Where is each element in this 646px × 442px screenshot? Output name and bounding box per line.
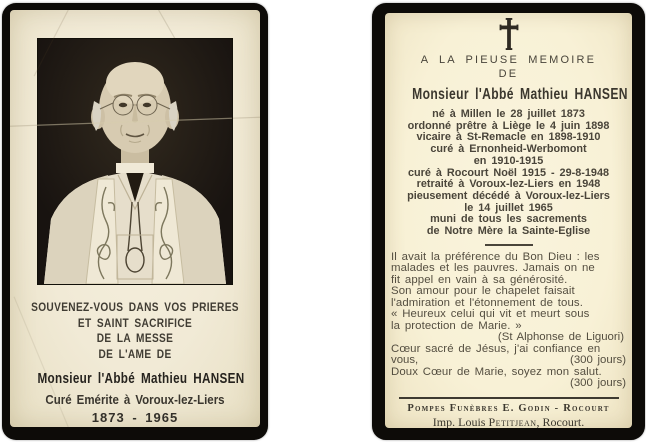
invocation-line: Cœur sacré de Jésus, j'ai confiance en (391, 342, 601, 355)
biography-line: ordonné prêtre à Liège le 4 juin 1898 (407, 119, 610, 132)
memorial-heading: A LA PIEUSE MEMOIRE (420, 54, 597, 66)
printer-prefix: Imp. Louis (432, 414, 489, 428)
printer-suffix: , Rocourt. (536, 414, 585, 428)
latin-cross-icon (385, 18, 632, 50)
back-card-paper (385, 13, 632, 428)
memorial-heading-de: DE (498, 68, 519, 80)
prayer-line: SOUVENEZ-VOUS DANS VOS PRIERES (31, 302, 239, 314)
eulogy-line: fit appel en vain à sa générosité. (391, 273, 568, 286)
prayer-line: ET SAINT SACRIFICE (77, 317, 193, 330)
quote-attribution: (St Alphonse de Liguori) (497, 331, 624, 344)
indulgence-note: (300 jours) (570, 377, 626, 390)
biography-line: pieusement décédé à Voroux-lez-Liers (407, 189, 610, 202)
front-card-paper (10, 10, 260, 427)
biography-line: muni de tous les sacrements (430, 213, 587, 226)
biography-line: en 1910-1915 (473, 154, 544, 167)
invocations-block (385, 344, 632, 390)
eulogy-block (385, 252, 632, 333)
biography-block (385, 109, 632, 238)
biography-line: retraité à Voroux-lez-Liers en 1948 (416, 178, 601, 191)
eulogy-line: « Heureux celui qui vit et meurt sous (391, 308, 590, 321)
portrait-photo (38, 39, 232, 284)
prayer-line: DE LA MESSE (96, 333, 174, 345)
printer-credit (385, 415, 632, 428)
eulogy-line: Son amour pour le chapelet faisait (391, 285, 575, 298)
eulogy-line: malades et les pauvres. Jamais on ne (391, 262, 595, 275)
prayer-line: DE L'AME DE (98, 348, 172, 361)
biography-line: vicaire à St-Remacle en 1898-1910 (416, 131, 601, 144)
life-years: 1873 - 1965 (91, 410, 179, 425)
deceased-name: Monsieur l'Abbé Mathieu HANSEN (37, 370, 245, 387)
printer-name: Petitjean (488, 414, 537, 428)
indulgence-note: (300 jours) (570, 354, 626, 367)
priest-portrait-illustration (38, 39, 232, 284)
biography-line: curé à Ernonheid-Werbomont (430, 143, 587, 156)
invocation-line-continuation: vous, (391, 354, 419, 367)
footer-divider (399, 397, 619, 399)
biography-line: curé à Rocourt Noël 1915 - 29-8-1948 (407, 166, 610, 179)
eulogy-line: Il avait la préférence du Bon Dieu : les (391, 250, 600, 263)
biography-line: de Notre Mère la Sainte-Eglise (426, 225, 591, 238)
prayer-request (10, 301, 260, 363)
invocation-line: Doux Cœur de Marie, soyez mon salut. (391, 365, 602, 378)
section-divider (485, 244, 533, 246)
eulogy-line: la protection de Marie. » (391, 319, 522, 332)
memorial-card-back (372, 3, 645, 440)
memorial-card-front (2, 3, 268, 440)
eulogy-line: l'admiration et l'étonnement de tous. (391, 296, 583, 309)
deceased-name: Monsieur l'Abbé Mathieu HANSEN (412, 86, 628, 103)
deceased-title: Curé Emérite à Voroux-lez-Liers (45, 393, 225, 407)
front-text-block (10, 301, 260, 425)
biography-line: né à Millen le 28 juillet 1873 (432, 108, 585, 120)
latin-cross-glyph (496, 18, 522, 50)
biography-line: le 14 juillet 1965 (464, 201, 553, 214)
funeral-home-credit: Pompes Funèbres E. Godin - Rocourt (407, 402, 610, 414)
